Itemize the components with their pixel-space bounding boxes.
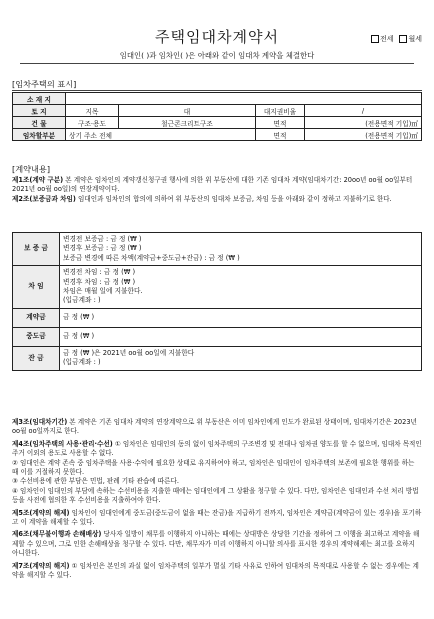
- table-row: [13, 308, 422, 327]
- document-title: 주택임대차계약서: [155, 28, 279, 46]
- property-table: [12, 92, 422, 141]
- payment-table: [12, 232, 422, 371]
- rent-line: (입금계좌 : ): [63, 296, 101, 305]
- clause-5-text: 임차인이 임대인에게 중도금(중도금이 없을 때는 잔금)을 지급하기 전까지, 임차인은 계약금(계약금이 있는 경우)을 포기하고 이 계약을 해제할 수 있다.: [12, 508, 422, 527]
- table-row: [13, 117, 422, 129]
- rent-line: 변경후 차임 : 금 정 (₩ ): [63, 277, 136, 286]
- jimok-label: 지목: [66, 105, 119, 117]
- building-area-value[interactable]: (전용면적 기입)㎡: [305, 117, 422, 129]
- land-right-label: 대지권비율: [256, 105, 305, 117]
- lease-type-checkboxes: [371, 34, 422, 44]
- clause-1-heading: 제1조(계약 구분): [12, 176, 64, 184]
- contract-clauses-3-7: [12, 418, 422, 581]
- clause-7-text: ① 임차인은 본인의 과실 없이 임차주택의 일부가 멸실 기타 사유로 인하여 임대차의 목적대로 사용할 수 없는 경우에는 계약을 해지할 수 있다.: [12, 561, 419, 580]
- lease-part-value: 상기 주소 전체: [66, 129, 256, 141]
- deposit-line: 변경후 보증금 : 금 정 (₩ ): [63, 244, 142, 253]
- land-right-value[interactable]: /: [305, 105, 422, 117]
- contract-section-title: [계약내용]: [12, 164, 51, 174]
- building-area-label: 면적: [256, 117, 305, 129]
- clause-3-heading: 제3조(임대차기간): [12, 418, 68, 426]
- clause-2-heading: 제2조(보증금과 차임): [12, 194, 76, 203]
- building-label: 건 물: [13, 117, 66, 129]
- rent-cell[interactable]: [60, 266, 422, 309]
- clause-6-text: 당사자 일방이 채무를 이행하지 아니하는 때에는 상대방은 상당한 기간을 정하여 그 이행을 최고하고 계약을 해제할 수 있으며, 그로 인한 손해배상을 청구할 수 있다. 다만, 채무자가 미리 이행하지 아니할 의사를 표시한 경우의 계약해제는 최고를 요하지 아니한다.: [12, 530, 420, 558]
- rent-line: 변경전 차임 : 금 정 (₩ ): [63, 268, 136, 277]
- deposit-line: 변경전 보증금 : 금 정 (₩ ): [63, 235, 142, 243]
- clause-5: [12, 509, 422, 528]
- balance-line: (입금계좌 : ): [63, 358, 101, 367]
- clause-4-heading: 제4조(임차주택의 사용·관리·수선): [12, 439, 113, 448]
- clause-4-para-3: ③ 수선비용에 관한 부담은 민법, 판례 기타 관습에 따른다.: [12, 477, 180, 486]
- parties-line: 임대인( )과 임차인( )은 아래와 같이 임대차 계약을 체결한다: [20, 50, 414, 64]
- deposit-cell[interactable]: [60, 233, 422, 266]
- clause-6-heading: 제6조(채무불이행과 손해배상): [12, 530, 102, 539]
- deposit-label: 보 증 금: [13, 233, 60, 266]
- clause-4-para-2: ② 임대인은 계약 존속 중 임차주택을 사용·수익에 필요한 상태로 유지하여야 하고, 임차인은 임대인이 임차주택의 보존에 필요한 행위를 하는 때 이를 거절하지 못한다.: [12, 458, 415, 477]
- clause-1: [12, 176, 422, 195]
- table-row: [13, 266, 422, 309]
- balance-line: 금 정 (₩ )은 2021년 oo월 oo일에 지불한다: [63, 348, 195, 357]
- balance-cell[interactable]: [60, 346, 422, 370]
- interim-payment-value[interactable]: 금 정 (₩ ): [60, 327, 422, 346]
- interim-payment-label: 중도금: [13, 327, 60, 346]
- clause-7-heading: 제7조(계약의 해지): [12, 561, 70, 570]
- jeonse-option[interactable]: [371, 34, 394, 44]
- clause-3-text: 본 계약은 기존 임대차 계약의 연장계약으로 위 부동산은 이미 임차인에게 인도가 완료된 상태이며, 임대차기간은 2023년 oo월 oo일까지로 한다.: [12, 418, 417, 436]
- checkbox-icon[interactable]: [399, 35, 407, 43]
- clause-1-text: 본 계약은 임차인의 계약갱신청구권 행사에 의한 위 부동산에 대한 기존 임대차 계약(임대차기간: 20oo년 oo월 oo일부터 2021년 oo월 oo일)의 연장계약이다.: [12, 176, 413, 194]
- clause-4-para-4: ④ 임차인이 임대인의 부담에 속하는 수선비용을 지출한 때에는 임대인에게 그 상환을 청구할 수 있다. 다만, 임차인은 임대인과 수선 처리 방법 등을 사전에 협의한 후 수선비용을 지출하여야 한다.: [12, 486, 419, 505]
- contract-clauses-1-2: [12, 176, 422, 204]
- address-label: 소 재 지: [13, 93, 66, 105]
- table-row: [13, 233, 422, 266]
- down-payment-value[interactable]: 금 정 (₩ ): [60, 308, 422, 327]
- land-label: 토 지: [13, 105, 66, 117]
- clause-2: [12, 195, 422, 204]
- table-row: [13, 346, 422, 370]
- wolse-option[interactable]: [399, 34, 422, 44]
- clause-3: [12, 418, 422, 437]
- structure-label: 구조·용도: [66, 117, 119, 129]
- jimok-value: 대: [119, 105, 256, 117]
- rent-label: 차 임: [13, 266, 60, 309]
- rent-line: 차임은 매월 일에 지불한다.: [63, 287, 143, 296]
- wolse-label: 월세: [408, 35, 422, 43]
- lease-area-label: 면적: [256, 129, 305, 141]
- table-row: [13, 327, 422, 346]
- clause-5-heading: 제5조(계약의 해제): [12, 508, 70, 517]
- down-payment-label: 계약금: [13, 308, 60, 327]
- clause-6: [12, 530, 422, 558]
- clause-7: [12, 562, 422, 581]
- checkbox-icon[interactable]: [371, 35, 379, 43]
- structure-value: 철근콘크리트구조: [119, 117, 256, 129]
- clause-2-text: 임대인과 임차인의 합의에 의하여 위 부동산의 임대차 보증금, 차임 등을 아래와 같이 정하고 지불하기로 한다.: [75, 194, 392, 203]
- balance-label: 잔 금: [13, 346, 60, 370]
- clause-4-para-1: ① 임차인은 임대인의 동의 없이 임차주택의 구조변경 및 전대나 임차권 양도를 할 수 없으며, 임대차 목적인 주거 이외의 용도로 사용할 수 없다.: [12, 439, 422, 458]
- table-row: [13, 129, 422, 141]
- lease-area-value[interactable]: (전용면적 기입)㎡: [305, 129, 422, 141]
- jeonse-label: 전세: [379, 35, 394, 43]
- table-row: [13, 105, 422, 117]
- property-section-title: [임차주택의 표시]: [12, 79, 422, 91]
- table-row: [13, 93, 422, 105]
- address-value[interactable]: [66, 93, 422, 105]
- lease-part-label: 임차할부분: [13, 129, 66, 141]
- clause-4: [12, 440, 422, 459]
- deposit-line: 보증금 변경에 따른 차액(계약금+중도금+잔금) : 금 정 (₩ ): [63, 253, 240, 262]
